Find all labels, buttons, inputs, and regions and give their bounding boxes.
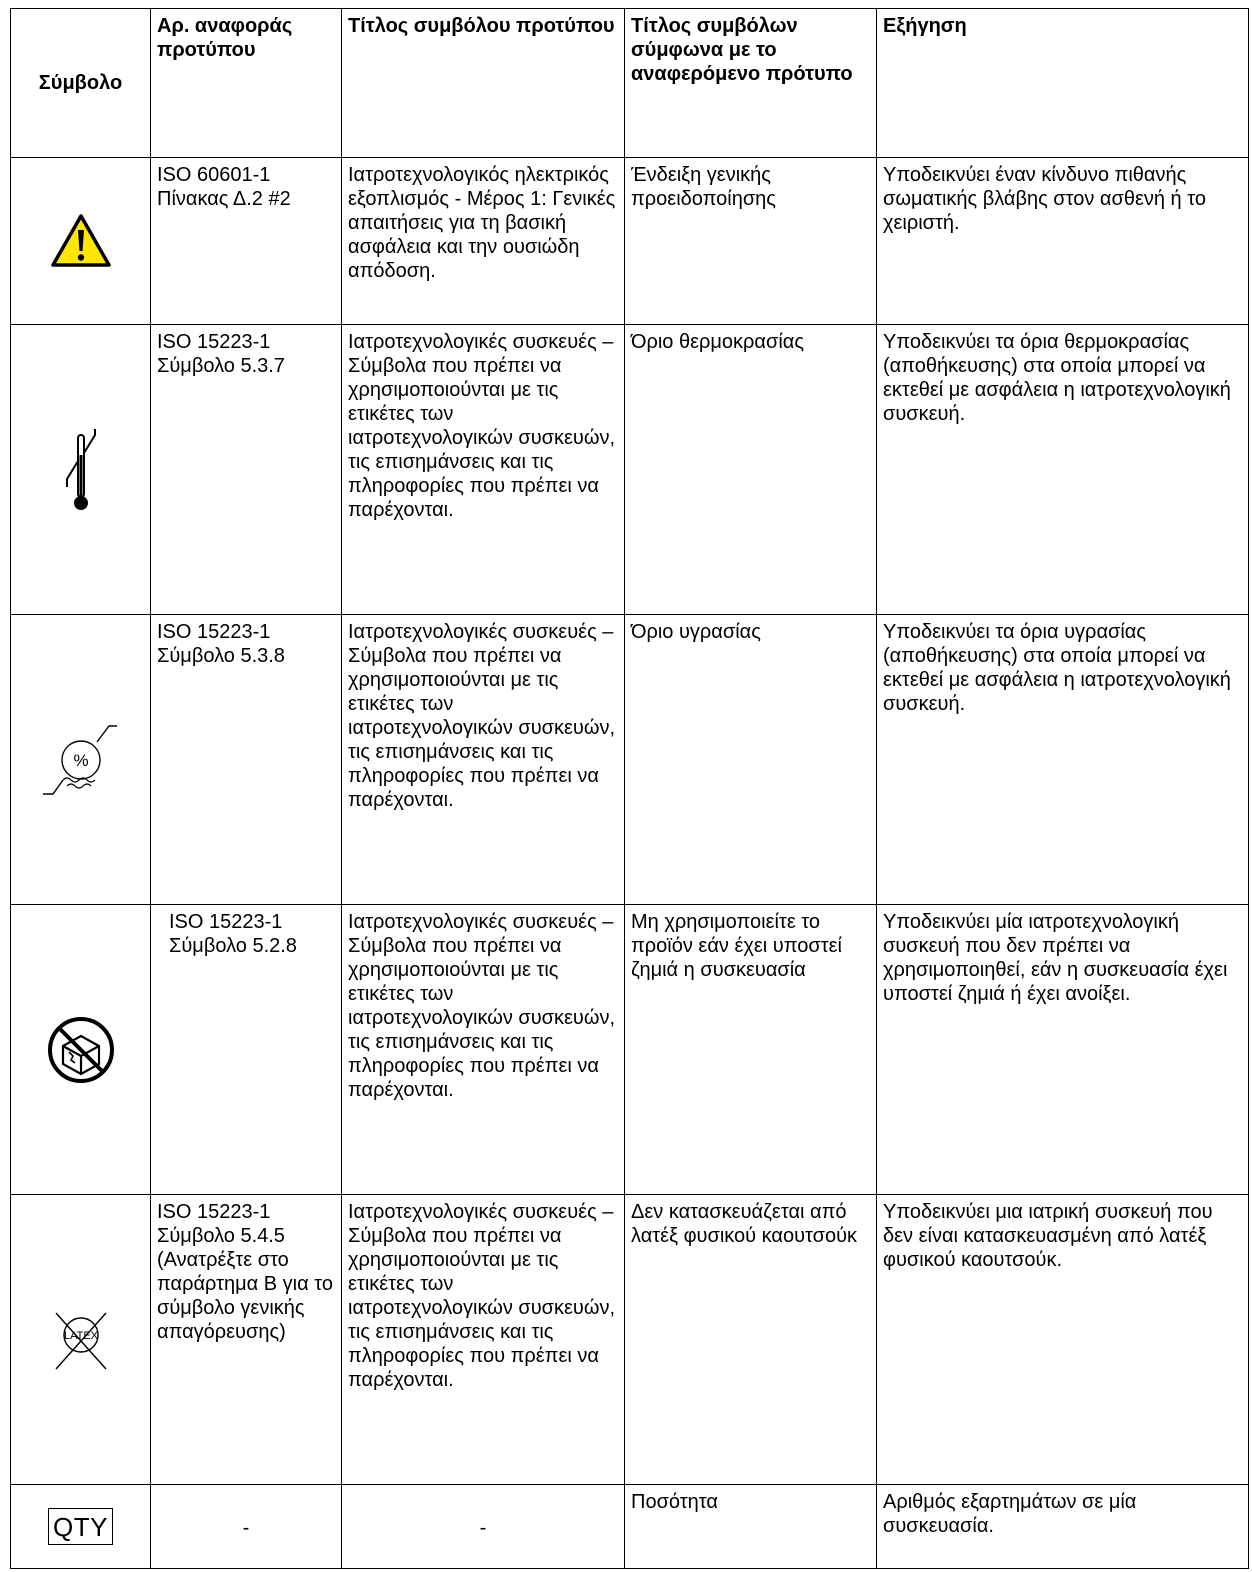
standard-title-cell: Ιατροτεχνολογικές συσκευές – Σύμβολα που πρέπει να χρησιμοποιούνται με τις ετικέτες των ιατροτεχνολογικών συσκευών, τις επισημάνσεις και τις πληροφορίες που πρέπει να παρέχονται. — [342, 905, 625, 1195]
table-row — [11, 615, 1249, 905]
explanation-cell: Υποδεικνύει μια ιατρική συσκευή που δεν είναι κατασκευασμένη από λατέξ φυσικού καουτσούκ. — [877, 1195, 1249, 1485]
humidity-limit-icon — [41, 720, 121, 800]
explanation-cell: Υποδεικνύει έναν κίνδυνο πιθανής σωματικής βλάβης στον ασθενή ή το χειριστή. — [877, 158, 1249, 325]
symbol-title-cell: Όριο υγρασίας — [625, 615, 877, 905]
header-symbol-title: Τίτλος συμβόλων σύμφωνα με το αναφερόμενο πρότυπο — [625, 9, 877, 158]
symbol-cell — [11, 905, 151, 1195]
symbol-title-cell: Δεν κατασκευάζεται από λατέξ φυσικού καουτσούκ — [625, 1195, 877, 1485]
table-header-row — [11, 9, 1249, 158]
explanation-cell: Υποδεικνύει τα όρια θερμοκρασίας (αποθήκευσης) στα οποία μπορεί να εκτεθεί με ασφάλεια η ιατροτεχνολογική συσκευή. — [877, 325, 1249, 615]
standard-title-cell: Ιατροτεχνολογικές συσκευές – Σύμβολα που πρέπει να χρησιμοποιούνται με τις ετικέτες των ιατροτεχνολογικών συσκευών, τις επισημάνσεις και τις πληροφορίες που πρέπει να παρέχονται. — [342, 615, 625, 905]
standard-title-cell: Ιατροτεχνολογικές συσκευές – Σύμβολα που πρέπει να χρησιμοποιούνται με τις ετικέτες των ιατροτεχνολογικών συσκευών, τις επισημάνσεις και τις πληροφορίες που πρέπει να παρέχονται. — [342, 325, 625, 615]
standard-title-cell: - — [342, 1485, 625, 1569]
table-row — [11, 905, 1249, 1195]
explanation-cell: Υποδεικνύει τα όρια υγρασίας (αποθήκευσης) στα οποία μπορεί να εκτεθεί με ασφάλεια η ιατροτεχνολογική συσκευή. — [877, 615, 1249, 905]
explanation-cell: Υποδεικνύει μία ιατροτεχνολογική συσκευή που δεν πρέπει να χρησιμοποιηθεί, εάν η συσκευασία έχει υποστεί ζημιά ή έχει ανοίξει. — [877, 905, 1249, 1195]
svg-text:%: % — [72, 750, 89, 770]
standard-title-cell: Ιατροτεχνολογικός ηλεκτρικός εξοπλισμός - Μέρος 1: Γενικές απαιτήσεις για τη βασική ασφάλεια και την ουσιώδη απόδοση. — [342, 158, 625, 325]
symbol-cell — [11, 158, 151, 325]
symbols-table — [10, 8, 1249, 1569]
standard-ref-cell: ISO 15223-1 Σύμβολο 5.3.8 — [151, 615, 342, 905]
do-not-use-damaged-package-icon — [45, 1014, 117, 1086]
temperature-limit-icon — [61, 425, 101, 515]
symbol-title-cell: Όριο θερμοκρασίας — [625, 325, 877, 615]
header-explanation: Εξήγηση — [877, 9, 1249, 158]
symbol-cell — [11, 325, 151, 615]
symbol-title-cell: Ένδειξη γενικής προειδοποίησης — [625, 158, 877, 325]
standard-title-cell: Ιατροτεχνολογικές συσκευές – Σύμβολα που πρέπει να χρησιμοποιούνται με τις ετικέτες των ιατροτεχνολογικών συσκευών, τις επισημάνσεις και τις πληροφορίες που πρέπει να παρέχονται. — [342, 1195, 625, 1485]
standard-ref-cell: ISO 15223-1 Σύμβολο 5.2.8 — [151, 905, 342, 1195]
latex-free-icon — [48, 1305, 114, 1375]
symbol-cell — [11, 615, 151, 905]
standard-ref-cell: ISO 60601-1 Πίνακας Δ.2 #2 — [151, 158, 342, 325]
standard-ref-cell: ISO 15223-1 Σύμβολο 5.3.7 — [151, 325, 342, 615]
explanation-cell: Αριθμός εξαρτημάτων σε μία συσκευασία. — [877, 1485, 1249, 1569]
warning-triangle-icon — [50, 213, 112, 269]
table-row — [11, 158, 1249, 325]
table-row — [11, 325, 1249, 615]
table-row — [11, 1485, 1249, 1569]
symbol-cell — [11, 1485, 151, 1569]
symbol-cell — [11, 1195, 151, 1485]
symbol-title-cell: Μη χρησιμοποιείτε το προϊόν εάν έχει υποστεί ζημιά η συσκευασία — [625, 905, 877, 1195]
symbol-title-cell: Ποσότητα — [625, 1485, 877, 1569]
header-symbol: Σύμβολο — [11, 9, 151, 158]
standard-ref-cell: - — [151, 1485, 342, 1569]
header-standard-ref: Αρ. αναφοράς προτύπου — [151, 9, 342, 158]
quantity-box-icon: QTY — [48, 1508, 113, 1545]
standard-ref-cell: ISO 15223-1 Σύμβολο 5.4.5 (Ανατρέξτε στο παράρτημα Β για το σύμβολο γενικής απαγόρευσης) — [151, 1195, 342, 1485]
table-row — [11, 1195, 1249, 1485]
latex-text: LATEX — [63, 1329, 98, 1342]
header-standard-title: Τίτλος συμβόλου προτύπου — [342, 9, 625, 158]
symbols-document — [10, 8, 1248, 1569]
